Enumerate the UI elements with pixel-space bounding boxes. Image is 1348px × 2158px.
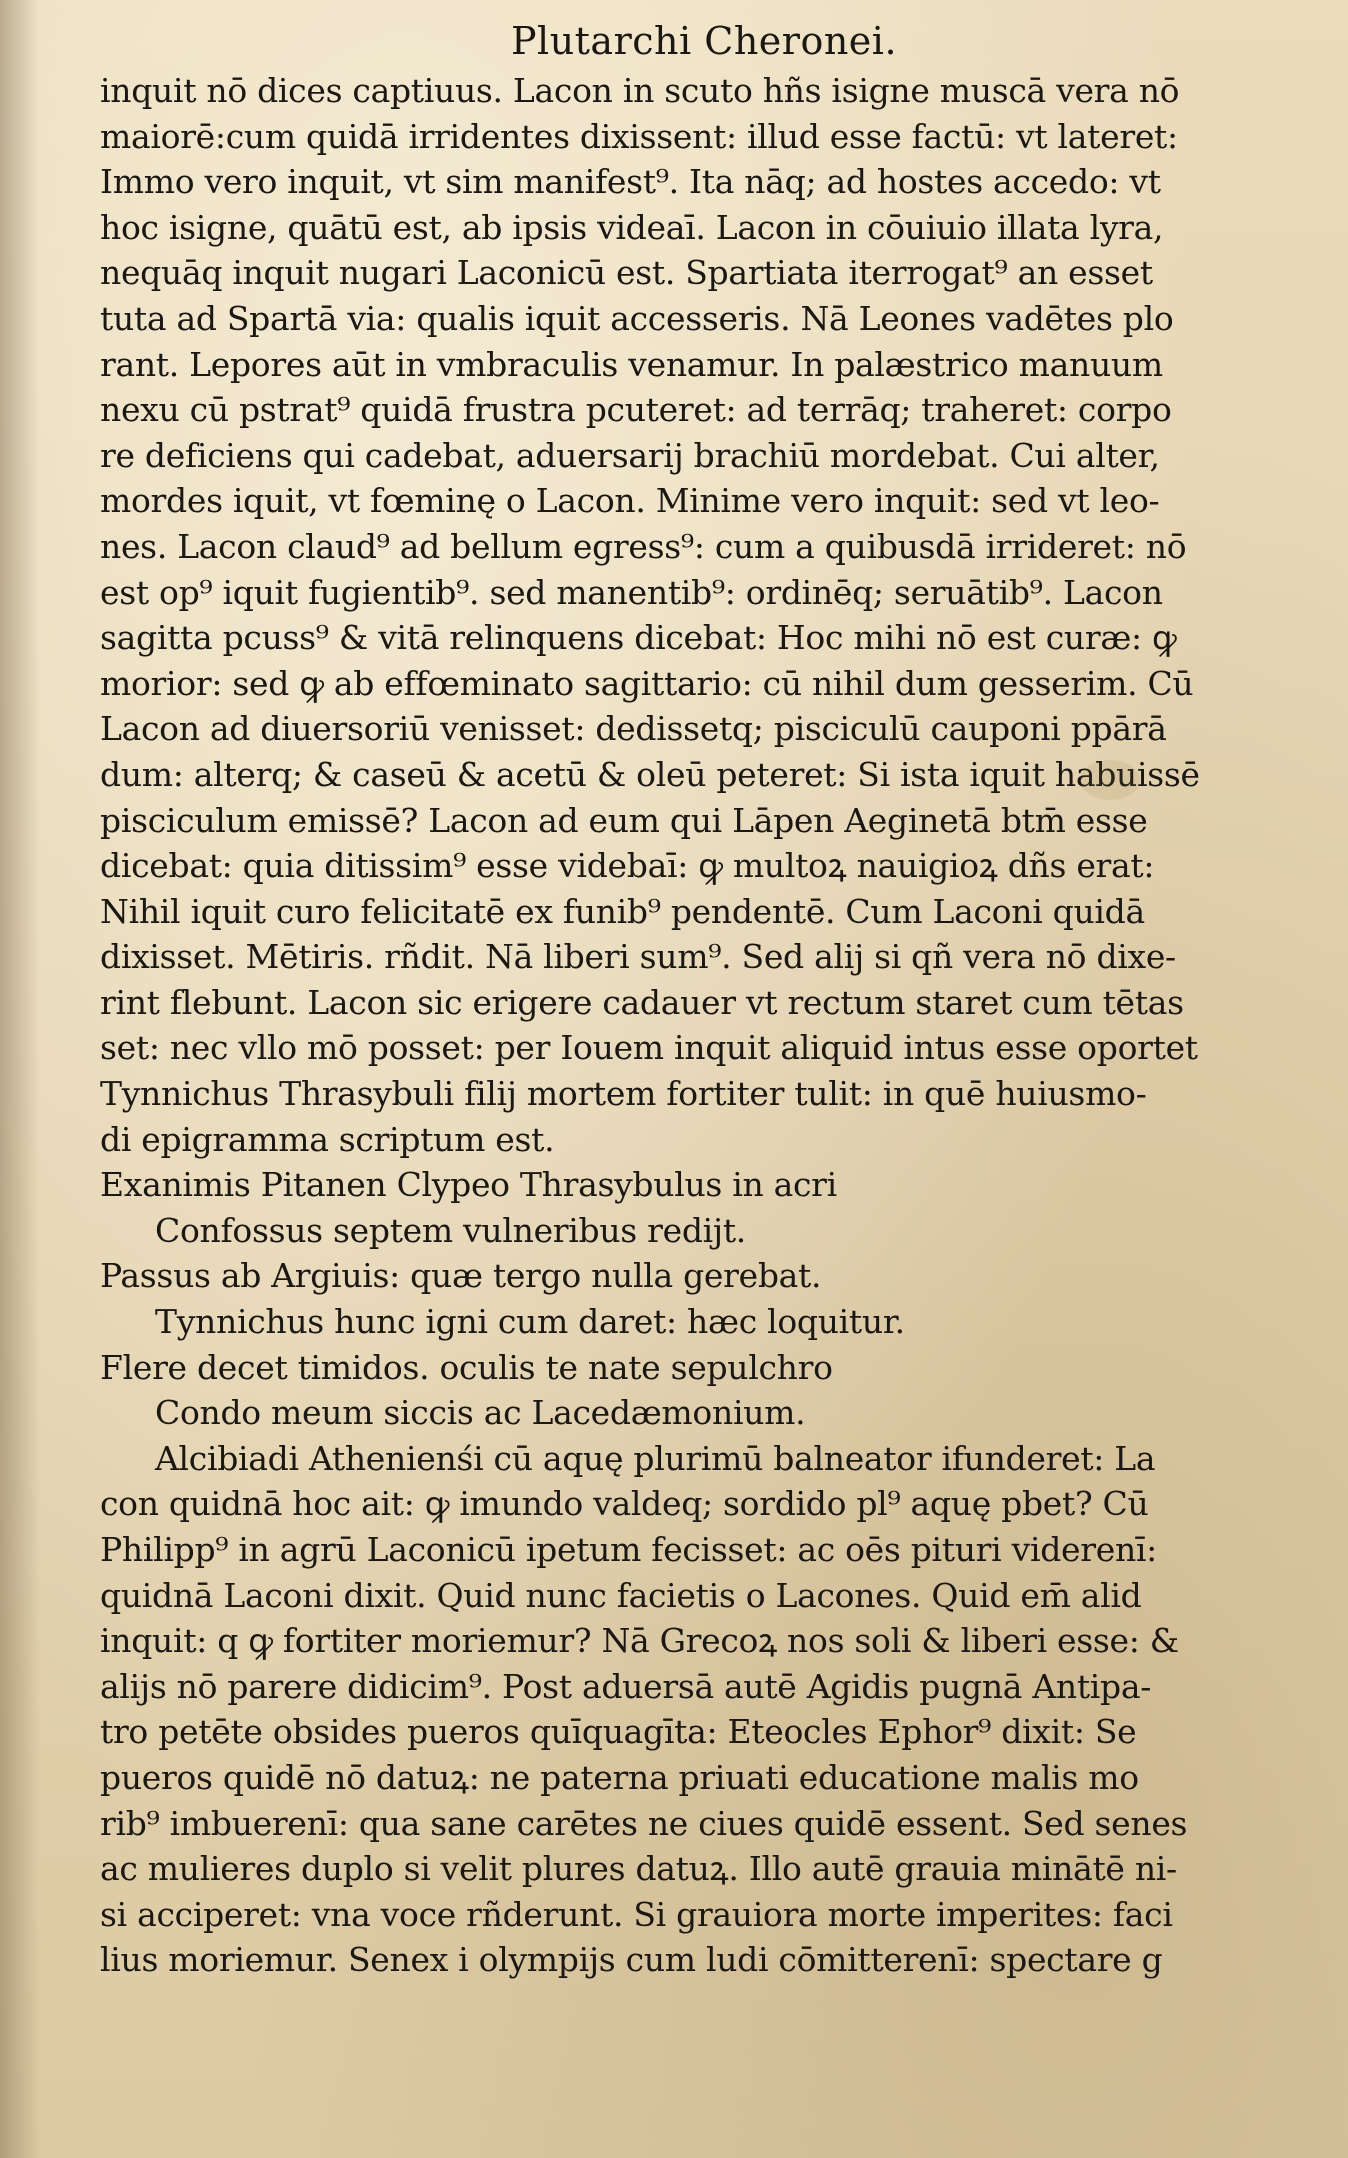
prose-block-1 [100,68,1308,1162]
text-line: nexu cū pstrat⁹ quidā frustra pcuteret: ad terrāq; traheret: corpo [100,390,1172,430]
text-line: dum: alterq; & caseū & acetū & oleū peteret: Si ista iquit habuissē [100,754,1200,794]
text-line: alijs nō parere didicim⁹. Post aduersā autē Agidis pugnā Antipa- [100,1666,1152,1706]
text-line: tuta ad Spartā via: qualis iquit accesseris. Nā Leones vadētes plo [100,298,1174,338]
text-line: Nihil iquit curo felicitatē ex funib⁹ pendentē. Cum Laconi quidā [100,891,1145,931]
text-line: Tynnichus Thrasybuli filij mortem fortiter tulit: in quē huiusmo- [100,1074,1147,1114]
text-line: rib⁹ imbuerenī: qua sane carētes ne ciues quidē essent. Sed senes [100,1803,1188,1843]
verse-line: Condo meum siccis ac Lacedæmonium. [155,1393,806,1433]
text-line: sagitta pcuss⁹ & vitā relinquens dicebat: Hoc mihi nō est curæ: ꝙ [100,618,1177,658]
verse-line: Exanimis Pitanen Clypeo Thrasybulus in acri [100,1165,837,1205]
text-line: di epigramma scriptum est. [100,1119,555,1159]
text-line: nes. Lacon claud⁹ ad bellum egress⁹: cum a quibusdā irrideret: nō [100,526,1187,566]
text-line: lius moriemur. Senex i olympijs cum ludi cōmitterenī: spectare g [100,1940,1163,1980]
verse-line: Tynnichus hunc igni cum daret: hæc loquitur. [155,1302,905,1342]
text-line: rint flebunt. Lacon sic erigere cadauer vt rectum staret cum tētas [100,982,1184,1022]
verse-line: Passus ab Argiuis: quæ tergo nulla gerebat. [100,1256,822,1296]
text-line: inquit nō dices captiuus. Lacon in scuto hñs isigne muscā vera nō [100,71,1180,110]
text-line: hoc isigne, quātū est, ab ipsis videaī. Lacon in cōuiuio illata lyra, [100,207,1164,247]
text-line: set: nec vllo mō posset: per Iouem inquit aliquid intus esse oportet [100,1028,1198,1068]
text-line: pisciculum emissē? Lacon ad eum qui Lāpen Aeginetā btm̄ esse [100,800,1148,840]
text-line: Alcibiadi Athenienśi cū aquę plurimū balneator ifunderet: La [155,1438,1156,1478]
text-line: ac mulieres duplo si velit plures datuꝝ. Illo autē grauia minātē ni- [100,1849,1177,1889]
text-line: nequāq inquit nugari Laconicū est. Spartiata iterrogat⁹ an esset [100,253,1153,293]
text-line: est op⁹ iquit fugientib⁹. sed manentib⁹: ordinēq; seruātib⁹. Lacon [100,572,1163,612]
text-line: dicebat: quia ditissim⁹ esse videbaī: ꝙ multoꝝ nauigioꝝ dñs erat: [100,846,1155,886]
text-line: re deficiens qui cadebat, aduersarij brachiū mordebat. Cui alter, [100,435,1160,475]
epigram-verse [100,1162,1308,1436]
running-head: Plutarchi Cheronei. [510,19,898,63]
text-line: mordes iquit, vt fœminę o Lacon. Minime vero inquit: sed vt leo- [100,481,1160,521]
text-line: si acciperet: vna voce rñderunt. Si grauiora morte imperites: faci [100,1894,1173,1934]
text-line: con quidnā hoc ait: ꝙ imundo valdeq; sordido pl⁹ aquę pbet? Cū [100,1484,1149,1524]
text-line: Philipp⁹ in agrū Laconicū ipetum fecisset: ac oēs pituri viderenī: [100,1530,1157,1569]
text-line: Immo vero inquit, vt sim manifest⁹. Ita nāq; ad hostes accedo: vt [100,162,1161,202]
text-line: pueros quidē nō datuꝝ: ne paterna priuati educatione malis mo [100,1757,1139,1797]
verse-line: Flere decet timidos. oculis te nate sepulchro [100,1347,833,1387]
text-line: morior: sed ꝙ ab effœminato sagittario: cū nihil dum gesserim. Cū [100,663,1194,703]
text-line: maiorē:cum quidā irridentes dixissent: illud esse factū: vt lateret: [100,116,1178,156]
verse-line: Confossus septem vulneribus redijt. [155,1210,746,1250]
text-line: dixisset. Mētiris. rñdit. Nā liberi sum⁹. Sed alij si qñ vera nō dixe- [100,937,1176,977]
prose-block-2 [100,1436,1308,1983]
text-line: rant. Lepores aūt in vmbraculis venamur. In palæstrico manuum [100,344,1163,384]
text-line: quidnā Laconi dixit. Quid nunc facietis o Lacones. Quid em̄ alid [100,1575,1142,1615]
gutter-shadow [0,0,40,2158]
text-line: Lacon ad diuersoriū venisset: dedissetq; pisciculū cauponi ppārā [100,709,1167,749]
text-line: inquit: q ꝙ fortiter moriemur? Nā Grecoꝝ nos soli & liberi esse: & [100,1621,1179,1661]
text-line: tro petēte obsides pueros quīquagīta: Eteocles Ephor⁹ dixit: Se [100,1712,1137,1752]
